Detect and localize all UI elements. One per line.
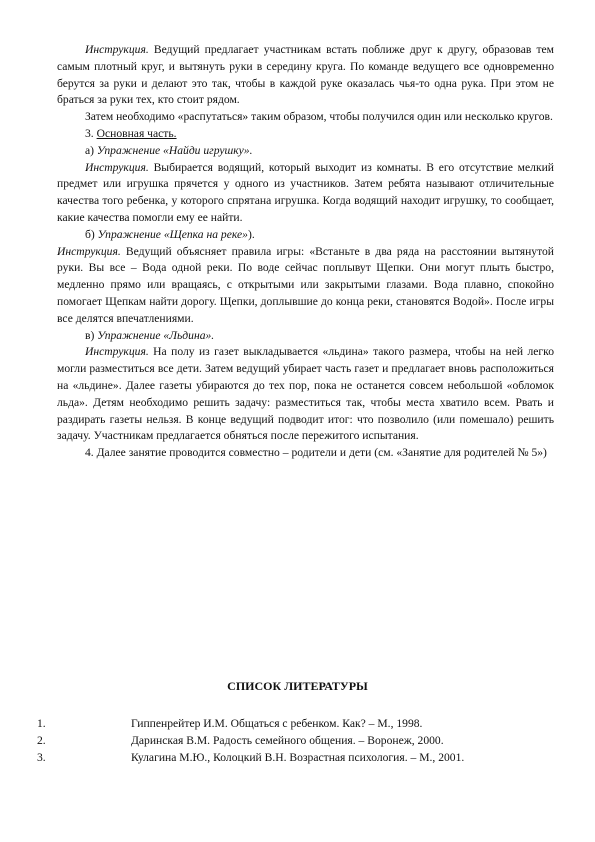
exercise-suffix: ). bbox=[247, 227, 255, 241]
references-title: СПИСОК ЛИТЕРАТУРЫ bbox=[227, 679, 368, 693]
reference-item bbox=[37, 750, 557, 767]
exercise-label: б) bbox=[85, 227, 98, 241]
paragraph-instruction-1 bbox=[57, 42, 554, 109]
reference-number: 1. bbox=[37, 717, 46, 730]
paragraph-untangle: Затем необходимо «распутаться» таким образом, чтобы получился один или несколько кругов. bbox=[85, 110, 553, 124]
paragraph-item-4: 4. Далее занятие проводится совместно – родители и дети (см. «Занятие для родителей № 5») bbox=[85, 446, 547, 460]
reference-text: Гиппенрейтер И.М. Общаться с ребенком. Как? – М., 1998. bbox=[131, 717, 423, 730]
reference-text: Даринская В.М. Радость семейного общения. – Воронеж, 2000. bbox=[131, 733, 444, 747]
paragraph-instruction-3 bbox=[57, 244, 554, 328]
reference-text: Кулагина М.Ю., Колоцкий В.Н. Возрастная психология. – М., 2001. bbox=[131, 750, 465, 764]
section-title: Основная часть. bbox=[96, 126, 177, 140]
paragraph-instruction-4 bbox=[57, 344, 554, 445]
reference-item bbox=[37, 716, 557, 733]
reference-number: 3. bbox=[37, 750, 46, 764]
paragraph-text: Ведущий предлагает участникам встать поближе друг к другу, образовав тем самым плотный круг, и вытянуть руки в середину круга. По команде ведущего все одновременно берутся за руки и делают это так, чтобы в каждой руке оказалась чья-то одна рука. При этом не браться за руки тех, кто стоит рядом. bbox=[57, 43, 554, 107]
section-number: 3. bbox=[85, 126, 97, 140]
exercise-title: Упражнение «Щепка на реке» bbox=[97, 227, 248, 241]
instruction-label: Инструкция. bbox=[57, 244, 121, 258]
instruction-label: Инструкция. bbox=[85, 160, 149, 174]
exercise-title: Упражнение «Найди игрушку». bbox=[96, 143, 253, 157]
document-body bbox=[57, 42, 554, 462]
reference-item bbox=[37, 733, 557, 750]
exercise-heading-ice-floe bbox=[57, 328, 554, 345]
exercise-heading-chip-on-river bbox=[57, 227, 554, 244]
exercise-label: а) bbox=[85, 143, 97, 157]
exercise-title: Упражнение «Льдина». bbox=[97, 328, 215, 342]
instruction-label: Инструкция. bbox=[85, 345, 149, 359]
reference-number: 2. bbox=[37, 733, 46, 747]
paragraph-text: На полу из газет выкладывается «льдина» такого размера, чтобы на ней легко могли разместиться все дети. Затем ведущий убирает часть газет и предлагает вновь расположиться на «льдине». Далее газеты убираются до тех пор, пока не останется совсем небольшой «обломок льда». Детям необходимо решить задачу: разместиться так, чтобы места хватило всем. Рвать и раздирать газеты нельзя. В конце ведущий подводит итог: что позволило (или помешало) решить задачу. Участникам предлагается обняться после пережитого испытания. bbox=[57, 345, 554, 443]
instruction-label: Инструкция. bbox=[85, 43, 149, 56]
paragraph-instruction-2 bbox=[57, 160, 554, 227]
section-heading-main-part bbox=[57, 126, 554, 143]
paragraph-text: Ведущий объясняет правила игры: «Встаньте в два ряда на расстоянии вытянутой руки. Вы все – Вода одной реки. По воде сейчас поплывут Щепки. Они могут плыть быстро, медленно прямо или вращаясь, с открытыми или закрытыми глазами. Вода плавно, спокойно помогает Щепкам найти дорогу. Щепки, доплывшие до конца реки, становятся Водой». После игры все делятся впечатлениями. bbox=[57, 244, 554, 325]
exercise-heading-find-toy bbox=[57, 143, 554, 160]
paragraph-text: Выбирается водящий, который выходит из комнаты. В его отсутствие мелкий предмет или игрушка прячется у одного из участников. Затем ребята называют отличительные качества того ребенка, у которого спрятана игрушка. Когда водящий находит игрушку, то сообщает, какие качества помогли ему ее найти. bbox=[57, 160, 554, 224]
references-list bbox=[37, 716, 557, 766]
exercise-label: в) bbox=[85, 328, 98, 342]
